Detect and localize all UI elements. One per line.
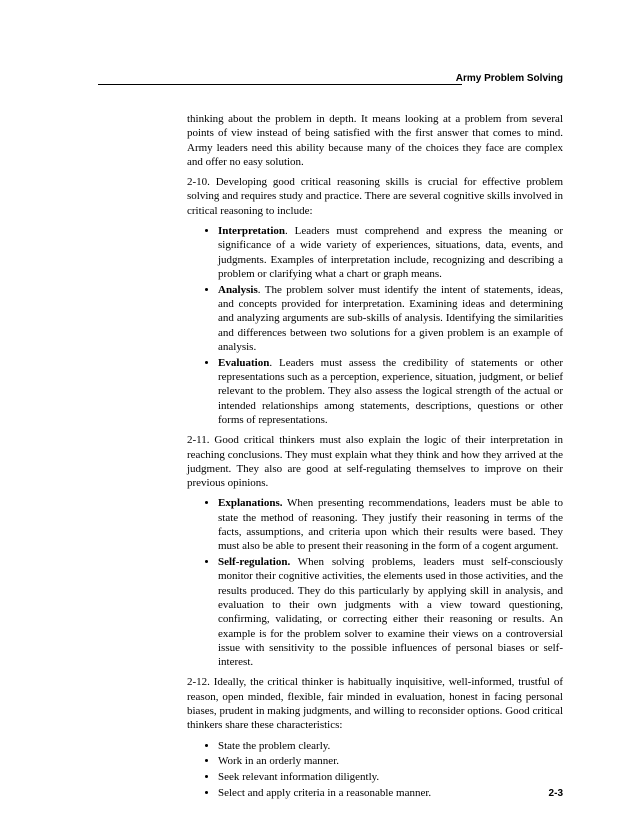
intro-paragraph: thinking about the problem in depth. It means looking at a problem from several points of view instead of being satisfied with the first answer that comes to mind. Army leaders need this ability because many of the choices they face are complex and offer no easy solution. bbox=[187, 113, 563, 168]
term: Explanations. bbox=[218, 497, 283, 510]
list-item: • Select and apply criteria in a reasonable manner. bbox=[218, 786, 563, 800]
paragraph-2-12: 2-12. Ideally, the critical thinker is habitually inquisitive, well-informed, trustful of reason, open minded, flexible, fair minded in evaluation, honest in facing personal biases, prudent in making judgments, and willing to reconsider options. Good critical thinkers share these characteristics: bbox=[187, 676, 563, 732]
term: Self-regulation. bbox=[218, 556, 291, 569]
characteristics-list bbox=[187, 739, 563, 801]
definition: . Leaders must comprehend and express the meaning or significance of a wide variety of experiences, situations, data, events, and judgments. Examples of interpretation include, recognizing and describing a problem or clarifying what a chart or graph means. bbox=[218, 225, 563, 280]
list-item bbox=[218, 356, 563, 427]
definition: When solving problems, leaders must self-consciously monitor their cognitive activities, the elements used in those activities, and the results produced. They do this particularly by applying skill in analysis, and evaluation to their own judgments with a view toward questioning, confirming, validating, or correcting either their reasoning or results. An example is for the problem solver to examine their views on a controversial issue with sensitivity to the possible influences of personal biases or self-interest. bbox=[218, 556, 563, 669]
term: Interpretation bbox=[218, 225, 286, 238]
list-item: • State the problem clearly. bbox=[218, 739, 563, 753]
running-header-title: Army Problem Solving bbox=[455, 73, 563, 84]
definition: When presenting recommendations, leaders must be able to state the method of reasoning. They justify their reasoning in terms of the facts, assumptions, and criteria upon which their results were based. They must also be able to present their reasoning in the form of a cogent argument. bbox=[218, 497, 563, 553]
page-number: 2-3 bbox=[548, 788, 563, 799]
cognitive-skills-list bbox=[187, 224, 563, 427]
explanation-skills-list bbox=[187, 496, 563, 669]
definition: . The problem solver must identify the intent of statements, ideas, and concepts provided for interpretation. Examining ideas and determining and analyzing arguments are sub-skills of analysis. Identifying the similarities and differences between two solutions for a given problem is an example of analysis. bbox=[218, 283, 563, 353]
body-text bbox=[187, 112, 563, 806]
list-item bbox=[218, 283, 563, 354]
list-item bbox=[218, 224, 563, 281]
list-item bbox=[218, 496, 563, 553]
header-rule bbox=[98, 84, 462, 85]
term: Analysis bbox=[218, 283, 258, 296]
list-item: • Work in an orderly manner. bbox=[218, 754, 563, 768]
paragraph-2-10: 2-10. Developing good critical reasoning skills is crucial for effective problem solving and requires study and practice. There are several cognitive skills involved in critical reasoning to include: bbox=[187, 176, 563, 217]
paragraph-2-11: 2-11. Good critical thinkers must also explain the logic of their interpretation in reaching conclusions. They must explain what they think and how they arrived at the judgment. They also are good at self-regulating themselves to improve on their previous opinions. bbox=[187, 434, 563, 490]
definition: . Leaders must assess the credibility of statements or other representations such as a perception, experience, situation, judgment, or belief relevant to the problem. They also assess the logical strength of the actual or intended relationships among statements, descriptions, questions or other forms of representations. bbox=[218, 356, 563, 426]
list-item bbox=[218, 555, 563, 669]
term: Evaluation bbox=[218, 356, 270, 369]
list-item: • Seek relevant information diligently. bbox=[218, 770, 563, 784]
